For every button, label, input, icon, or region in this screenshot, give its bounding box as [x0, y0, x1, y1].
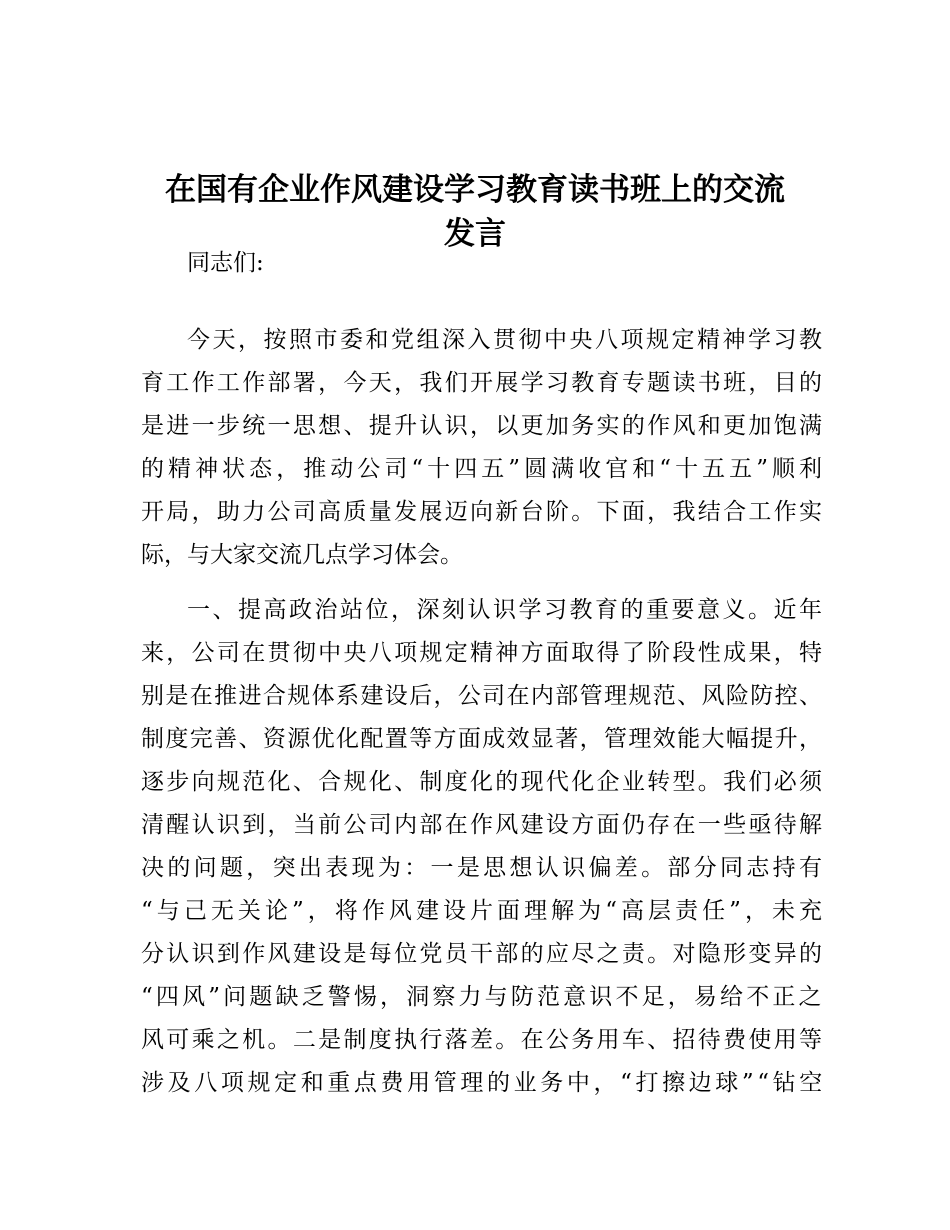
- body-line: 涉及八项规定和重点费用管理的业务中，“打擦边球”“钻空: [141, 1070, 826, 1096]
- body-line: 清醒认识到，当前公司内部在作风建设方面仍存在一些亟待解: [141, 812, 825, 838]
- body-line: 开局，助力公司高质量发展迈向新台阶。下面，我结合工作实: [141, 499, 825, 525]
- body-line: 别是在推进合规体系建设后，公司在内部管理规范、风险防控、: [141, 683, 824, 709]
- body-line: 育工作工作部署，今天，我们开展学习教育专题读书班，目的: [141, 370, 825, 396]
- salutation: 同志们:: [187, 250, 264, 276]
- body-line: 风可乘之机。二是制度执行落差。在公务用车、招待费使用等: [141, 1027, 825, 1053]
- body-line: 逐步向规范化、合规化、制度化的现代化企业转型。我们必须: [141, 769, 825, 795]
- body-line: “与己无关论”，将作风建设片面理解为“高层责任”，未充: [141, 898, 827, 924]
- body-line: 际，与大家交流几点学习体会。: [141, 542, 463, 568]
- body-line: 分认识到作风建设是每位党员干部的应尽之责。对隐形变异的: [141, 941, 825, 967]
- body-line: 一、提高政治站位，深刻认识学习教育的重要意义。近年: [187, 597, 825, 623]
- body-line: 是进一步统一思想、提升认识，以更加务实的作风和更加饱满: [141, 413, 825, 439]
- body-line: “四风”问题缺乏警惕，洞察力与防范意识不足，易给不正之: [141, 984, 825, 1010]
- title-line-2: 发言: [444, 216, 506, 252]
- body-line: 制度完善、资源优化配置等方面成效显著，管理效能大幅提升，: [141, 726, 824, 752]
- title-line-1: 在国有企业作风建设学习教育读书班上的交流: [165, 172, 785, 208]
- body-line: 决的问题，突出表现为：一是思想认识偏差。部分同志持有: [141, 855, 826, 881]
- body-line: 今天，按照市委和党组深入贯彻中央八项规定精神学习教: [187, 327, 825, 353]
- body-line: 来，公司在贯彻中央八项规定精神方面取得了阶段性成果，特: [141, 640, 825, 666]
- document-title: [0, 168, 950, 256]
- body-line: 的精神状态，推动公司“十四五”圆满收官和“十五五”顺利: [141, 456, 827, 482]
